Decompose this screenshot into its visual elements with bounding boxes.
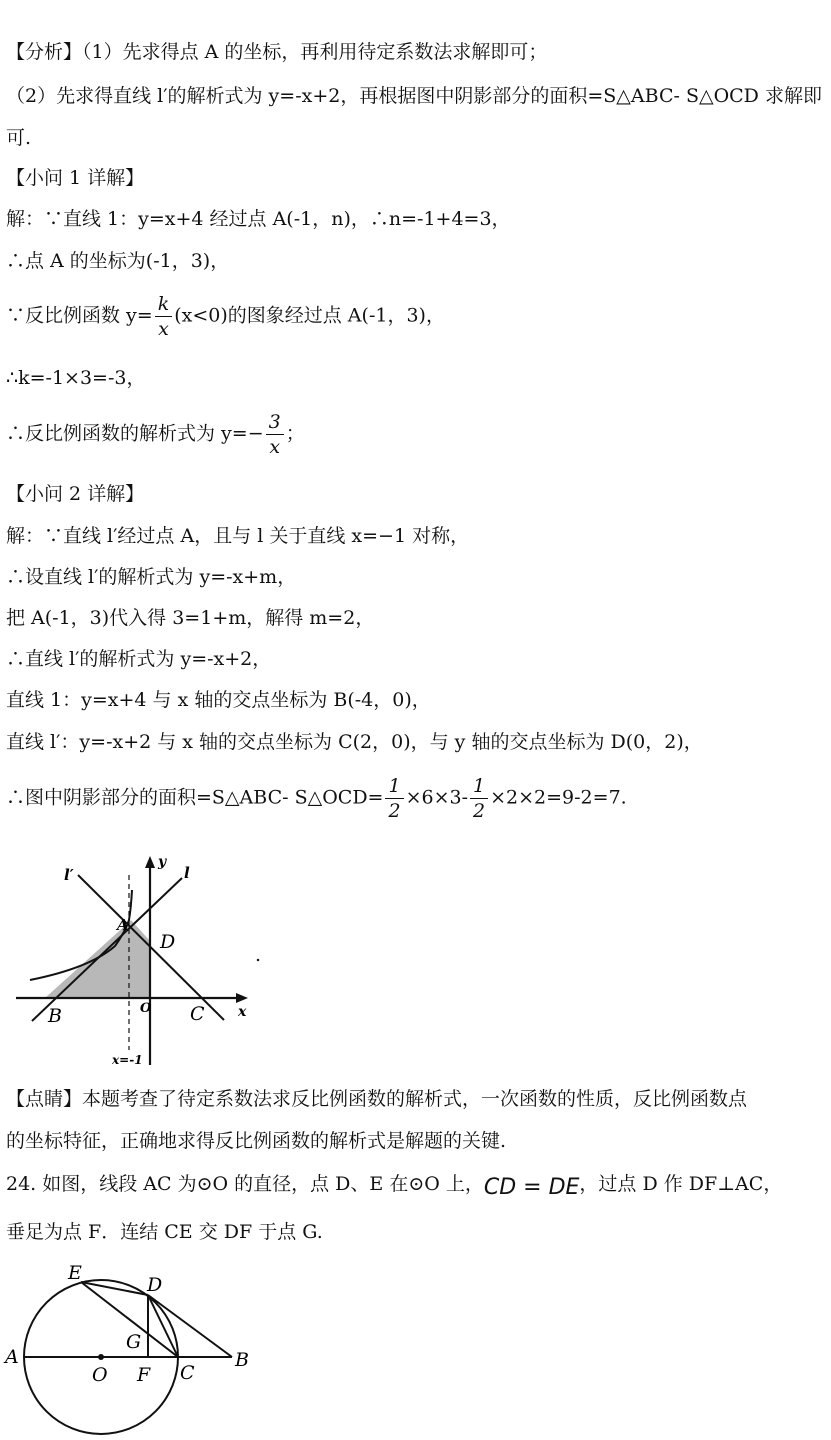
q1-line-5-post: ； <box>285 422 305 445</box>
fraction-denominator: 2 <box>473 800 486 822</box>
label-A: A <box>5 1346 19 1368</box>
label-l-prime: l′ <box>64 866 74 884</box>
center-point-O <box>98 1354 104 1360</box>
label-O: O <box>92 1364 108 1386</box>
q2-line-7 <box>6 774 627 823</box>
circle-figure <box>0 1258 270 1440</box>
fraction-denominator: 2 <box>388 800 401 822</box>
q2-line-3: 把 A(-1，3)代入得 3=1+m，解得 m=2， <box>6 607 375 629</box>
q2-line-2: ∴设直线 l′的解析式为 y=-x+m， <box>6 566 297 588</box>
fraction-numerator: 1 <box>385 774 403 799</box>
arc-equation: CD = DE <box>483 1175 580 1200</box>
q1-line-3 <box>6 292 445 341</box>
analysis-line-3: 可. <box>6 127 32 149</box>
q2-line-5: 直线 1：y=x+4 与 x 轴的交点坐标为 B(-4，0)， <box>6 689 431 711</box>
q1-line-5 <box>6 410 305 459</box>
label-x: x <box>238 1004 247 1020</box>
fraction-one-half <box>385 774 403 823</box>
figure1-trailing-dot: . <box>255 944 262 966</box>
problem24-line-1 <box>6 1172 782 1200</box>
segment-DC <box>148 1295 178 1357</box>
fraction-numerator: 1 <box>470 774 488 799</box>
comment-line-1: 【点睛】本题考查了待定系数法求反比例函数的解析式，一次函数的性质，反比例函数点 <box>6 1088 748 1110</box>
q2-line-4: ∴直线 l′的解析式为 y=-x+2， <box>6 648 272 670</box>
label-D: D <box>160 931 176 953</box>
problem24-line-1-post: ，过点 D 作 DF⊥AC， <box>579 1173 783 1195</box>
q1-line-1: 解：∵直线 1：y=x+4 经过点 A(-1，n)，∴n=-1+4=3， <box>6 208 511 230</box>
label-A: A <box>117 916 129 934</box>
comment-line-2: 的坐标特征，正确地求得反比例函数的解析式是解题的关键. <box>6 1130 507 1152</box>
q1-line-3-pre: ∵反比例函数 y= <box>6 304 153 327</box>
fraction-denominator: x <box>158 318 169 340</box>
q2-line-7-mid: ×6×3- <box>405 786 469 809</box>
q1-line-2: ∴点 A 的坐标为(-1，3)， <box>6 250 230 272</box>
label-F: F <box>137 1364 151 1386</box>
q2-line-7-post: ×2×2=9-2=7. <box>490 786 627 809</box>
q2-line-1: 解：∵直线 l′经过点 A，且与 l 关于直线 x=−1 对称， <box>6 525 470 547</box>
q1-line-4: ∴k=-1×3=-3， <box>6 367 146 389</box>
fraction-numerator: 3 <box>266 410 284 435</box>
problem24-line-2: 垂足为点 F．连结 CE 交 DF 于点 G. <box>6 1221 323 1243</box>
label-y: y <box>158 854 167 870</box>
segment-DB <box>148 1295 232 1357</box>
label-C: C <box>190 1003 205 1025</box>
fraction-numerator: k <box>155 292 173 317</box>
label-x-eq-neg1: x=-1 <box>112 1053 143 1067</box>
label-G: G <box>126 1331 142 1353</box>
graph-figure <box>10 850 280 1075</box>
q2-heading: 【小问 2 详解】 <box>6 483 145 505</box>
label-B: B <box>235 1349 249 1371</box>
label-E: E <box>68 1262 82 1284</box>
fraction-3-over-x <box>266 410 284 459</box>
q2-line-7-pre: ∴图中阴影部分的面积=S△ABC- S△OCD= <box>6 786 384 809</box>
x-axis-arrow <box>236 993 248 1003</box>
fraction-denominator: x <box>269 436 281 458</box>
label-l: l <box>184 864 190 882</box>
label-D: D <box>147 1274 163 1296</box>
q1-heading: 【小问 1 详解】 <box>6 167 145 189</box>
label-B: B <box>48 1005 62 1027</box>
problem24-line-1-pre: 24. 如图，线段 AC 为⊙O 的直径，点 D、E 在⊙O 上， <box>6 1173 484 1195</box>
analysis-line-2: （2）先求得直线 l′的解析式为 y=-x+2，再根据图中阴影部分的面积=S△ABC- S△OCD 求解即 <box>6 85 822 107</box>
q1-line-5-pre: ∴反比例函数的解析式为 y=− <box>6 422 264 445</box>
fraction-one-half <box>470 774 488 823</box>
fraction-k-over-x <box>155 292 173 341</box>
y-axis-arrow <box>145 856 155 868</box>
q1-line-3-post: (x<0)的图象经过点 A(-1，3)， <box>174 304 445 327</box>
q2-line-6: 直线 l′：y=-x+2 与 x 轴的交点坐标为 C(2，0)，与 y 轴的交点坐标为 D(0，2)， <box>6 731 703 753</box>
analysis-line-1: 【分析】（1）先求得点 A 的坐标，再利用待定系数法求解即可； <box>6 41 548 63</box>
label-O: O <box>140 1001 152 1016</box>
label-C: C <box>180 1362 195 1384</box>
